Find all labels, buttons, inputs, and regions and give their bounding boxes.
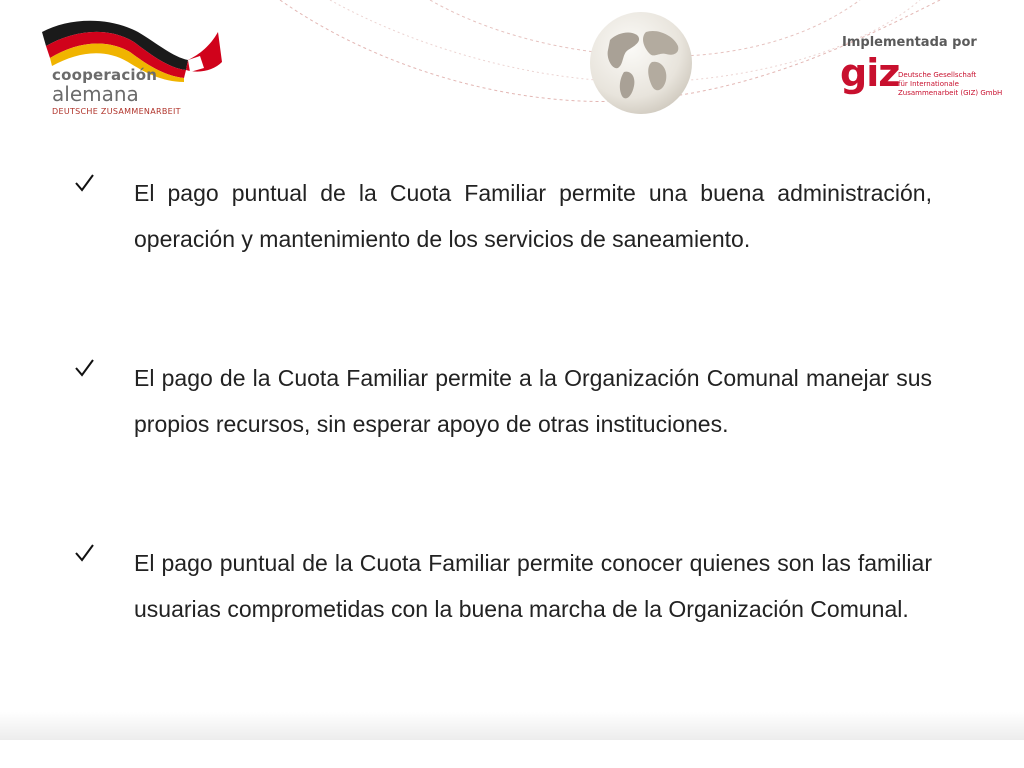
footer-band: [0, 712, 1024, 740]
checkmark-icon: [73, 542, 95, 564]
globe-icon: [588, 10, 694, 116]
footer-strip: [0, 740, 1024, 768]
bullet-text: El pago puntual de la Cuota Familiar permite una buena administración, operación y mantenimiento de los servicios de saneamiento.: [134, 180, 932, 252]
logo-line-3: DEUTSCHE ZUSAMMENARBEIT: [52, 107, 181, 116]
bullet-text: El pago de la Cuota Familiar permite a la Organización Comunal manejar sus propios recursos, sin esperar apoyo de otras instituciones.: [134, 365, 932, 437]
cooperacion-alemana-logo: [38, 12, 228, 122]
giz-wordmark: giz: [840, 51, 900, 95]
giz-description: Deutsche Gesellschaft für Internationale Zusammenarbeit (GIZ) GmbH: [898, 71, 1003, 97]
bullet-text: El pago puntual de la Cuota Familiar permite conocer quienes son las familiar usuarias comprometidas con la buena marcha de la Organización Comunal.: [134, 550, 932, 622]
checkmark-icon: [73, 172, 95, 194]
checkmark-icon: [73, 357, 95, 379]
logo-line-2: alemana: [52, 82, 139, 106]
logo-line-1: cooperación: [52, 66, 158, 84]
implemented-by-label: Implementada por: [842, 35, 977, 50]
giz-logo: [840, 32, 1010, 112]
